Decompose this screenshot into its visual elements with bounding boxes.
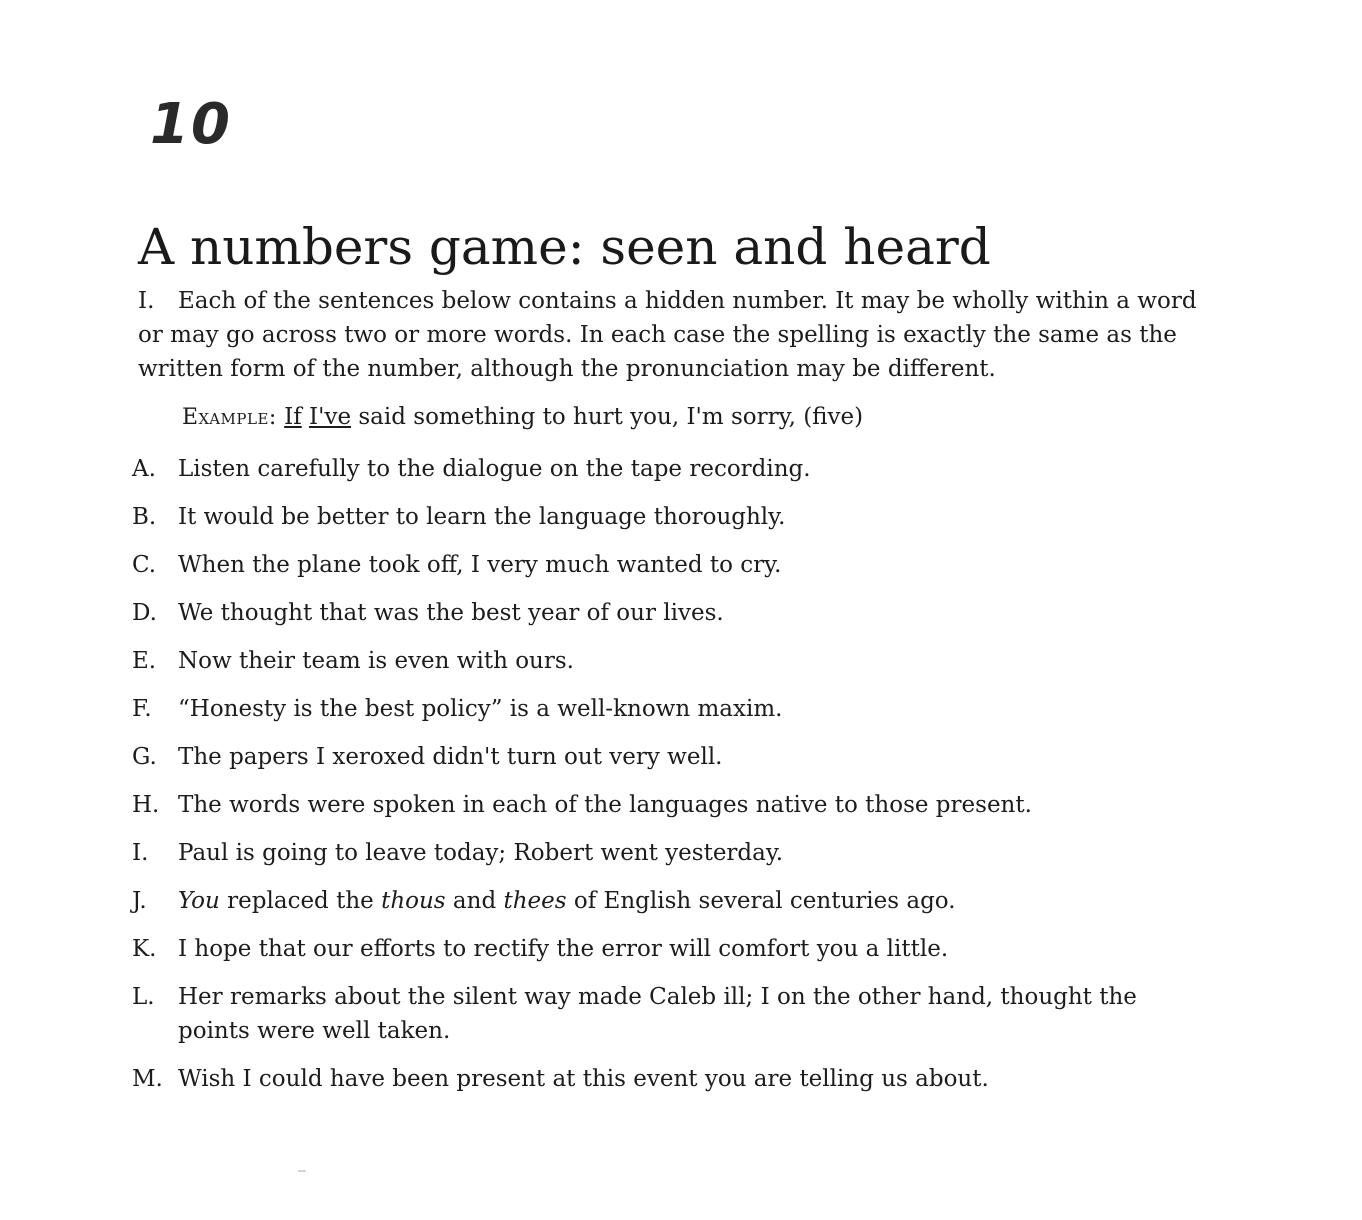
item-text: Listen carefully to the dialogue on the tape recording. — [178, 456, 811, 482]
instructions-text: Each of the sentences below contains a hidden number. It may be wholly within a word or may go across two or more words. In each case the spelling is exactly the same as the written form of the number, although the pronunciation may be different. — [138, 288, 1197, 382]
item-label: L. — [132, 984, 155, 1010]
item-label: I. — [132, 840, 149, 866]
example-rest: said something to hurt you, I'm sorry, (five) — [351, 404, 864, 430]
example-lead: Example: — [182, 405, 277, 430]
item-label: E. — [132, 648, 157, 674]
item-text: The papers I xeroxed didn't turn out very well. — [178, 744, 723, 770]
item-text-segment: of English several centuries ago. — [566, 888, 956, 914]
item-label: J. — [132, 888, 147, 914]
page-title: A numbers game: seen and heard — [138, 218, 991, 276]
item-label: M. — [132, 1066, 163, 1092]
item-text: Paul is going to leave today; Robert went yesterday. — [178, 840, 784, 866]
list-item — [132, 548, 1192, 582]
item-text: “Honesty is the best policy” is a well-known maxim. — [178, 696, 783, 722]
italic-word-thous: thous — [381, 888, 446, 914]
item-label: F. — [132, 696, 152, 722]
list-item — [132, 980, 1192, 1048]
example-underlined-word-2: I've — [309, 404, 352, 430]
item-label: C. — [132, 552, 157, 578]
instructions-label: I. — [138, 288, 155, 314]
item-text: Wish I could have been present at this event you are telling us about. — [178, 1066, 989, 1092]
list-item — [132, 644, 1192, 678]
instructions — [138, 284, 1210, 386]
list-item — [132, 692, 1192, 726]
italic-word-you: You — [178, 888, 220, 914]
item-label: H. — [132, 792, 160, 818]
item-text: Her remarks about the silent way made Caleb ill; I on the other hand, thought the points were well taken. — [178, 984, 1137, 1044]
item-text-segment: replaced the — [219, 888, 382, 914]
item-text-segment: and — [445, 888, 504, 914]
example — [182, 404, 863, 430]
item-label: G. — [132, 744, 157, 770]
item-text: It would be better to learn the language thoroughly. — [178, 504, 786, 530]
item-text: Now their team is even with ours. — [178, 648, 574, 674]
item-label: D. — [132, 600, 157, 626]
item-text: When the plane took off, I very much wanted to cry. — [178, 552, 782, 578]
italic-word-thees: thees — [503, 888, 567, 914]
list-item — [132, 1062, 1192, 1096]
item-text: We thought that was the best year of our lives. — [178, 600, 724, 626]
item-text: I hope that our efforts to rectify the error will comfort you a little. — [178, 936, 949, 962]
example-underlined-word-1: If — [284, 404, 302, 430]
items-list — [132, 452, 1192, 1110]
scan-mark — [298, 1170, 306, 1172]
list-item — [132, 884, 1192, 918]
list-item — [132, 740, 1192, 774]
item-label: K. — [132, 936, 157, 962]
item-label: B. — [132, 504, 157, 530]
list-item — [132, 452, 1192, 486]
list-item — [132, 788, 1192, 822]
list-item — [132, 932, 1192, 966]
item-label: A. — [132, 456, 156, 482]
list-item — [132, 596, 1192, 630]
list-item — [132, 500, 1192, 534]
chapter-number: 10 — [150, 92, 232, 157]
list-item — [132, 836, 1192, 870]
item-text: The words were spoken in each of the languages native to those present. — [178, 792, 1032, 818]
item-text — [178, 884, 1192, 918]
